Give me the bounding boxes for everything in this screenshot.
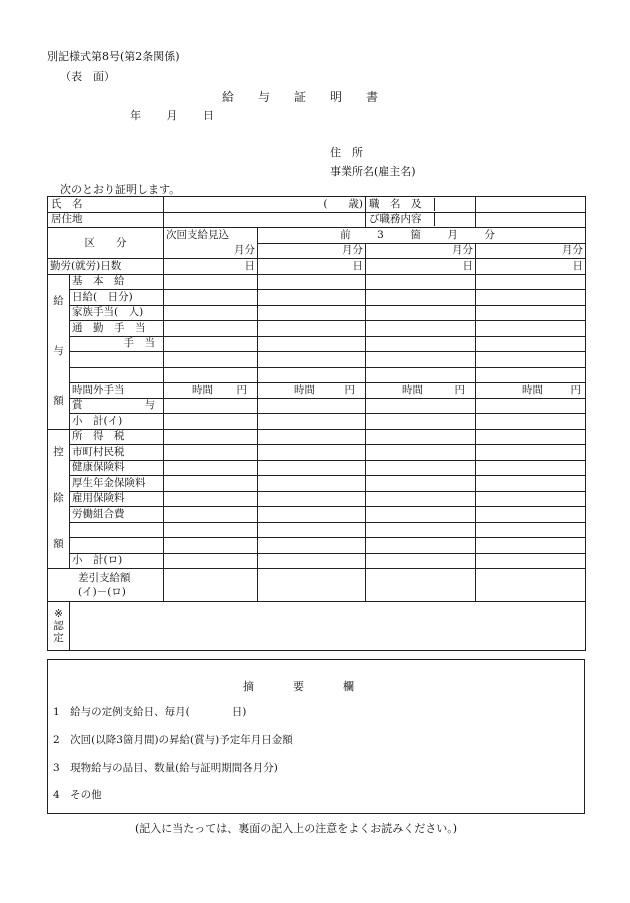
certification-field[interactable] — [70, 602, 586, 651]
note-item-2: 2 次回(以降3箇月間)の昇給(賞与)予定年月日金額 — [53, 734, 293, 746]
deduct-item-label: 雇用保険料 — [70, 491, 164, 507]
pay-item-label[interactable] — [70, 352, 164, 368]
amount-cell[interactable] — [476, 367, 586, 383]
pay-subtotal-row — [48, 414, 586, 430]
overtime-cell[interactable]: 時間 円 — [476, 383, 586, 399]
pay-row — [48, 305, 586, 321]
amount-cell[interactable] — [258, 522, 366, 538]
amount-cell[interactable] — [164, 290, 258, 306]
amount-cell[interactable] — [366, 414, 476, 430]
pay-row — [48, 274, 586, 290]
deduct-row — [48, 445, 586, 461]
residence-row — [48, 212, 586, 228]
amount-cell[interactable] — [164, 429, 258, 445]
deduct-row — [48, 460, 586, 476]
amount-cell[interactable] — [476, 445, 586, 461]
amount-cell[interactable] — [366, 274, 476, 290]
employer-label: 事業所名(雇主名) — [330, 165, 416, 178]
deduct-item-label[interactable] — [70, 522, 164, 538]
amount-cell[interactable] — [258, 336, 366, 352]
amount-cell[interactable] — [258, 553, 366, 569]
pay-row — [48, 290, 586, 306]
certification-label: ※ 認 定 — [48, 602, 70, 651]
amount-cell[interactable] — [366, 445, 476, 461]
amount-cell[interactable] — [164, 507, 258, 523]
overtime-row — [48, 383, 586, 399]
deduct-item-label: 所 得 税 — [70, 429, 164, 445]
pay-item-label: 手 当 — [70, 336, 164, 352]
net-pay-label: 差引支給額 (イ)－(ロ) — [48, 569, 164, 602]
note-item-3: 3 現物給与の品目、数量(給与証明期間各月分) — [53, 762, 278, 774]
amount-cell[interactable] — [258, 460, 366, 476]
pay-item-label: 時間外手当 — [70, 383, 164, 399]
amount-cell[interactable] — [476, 491, 586, 507]
side-label: （表 面） — [60, 70, 115, 83]
footer-note: (記入に当たっては、裏面の記入上の注意をよくお読みください。) — [135, 822, 458, 835]
amount-cell[interactable] — [258, 367, 366, 383]
deduct-item-label: 労働組合費 — [70, 507, 164, 523]
name-row — [48, 197, 586, 213]
amount-cell[interactable] — [164, 538, 258, 554]
amount-cell[interactable] — [258, 305, 366, 321]
name-label-cell: 氏 名 — [48, 197, 164, 213]
amount-cell[interactable] — [258, 398, 366, 414]
day-unit: 日 — [476, 259, 586, 275]
address-label: 住 所 — [330, 146, 363, 159]
note-item-4: 4 その他 — [53, 789, 102, 801]
amount-cell[interactable] — [164, 445, 258, 461]
amount-cell[interactable] — [476, 460, 586, 476]
pay-item-label: 家族手当( 人) — [70, 305, 164, 321]
job-label-2: び職務内容 — [366, 213, 435, 226]
amount-cell[interactable] — [476, 476, 586, 492]
overtime-cell[interactable]: 時間 円 — [366, 383, 476, 399]
category-header: 区 分 — [48, 228, 164, 259]
pay-subtotal-label: 小 計(イ) — [70, 414, 164, 430]
pay-group-label: 給 与 額 — [48, 274, 70, 429]
deduct-row — [48, 522, 586, 538]
year-label: 年 — [130, 109, 141, 122]
amount-cell[interactable] — [476, 305, 586, 321]
amount-cell[interactable] — [164, 476, 258, 492]
deduct-row — [48, 507, 586, 523]
amount-cell[interactable] — [164, 553, 258, 569]
pay-row — [48, 398, 586, 414]
notes-title: 摘 要 欄 — [243, 680, 368, 693]
day-label: 日 — [203, 109, 214, 122]
issue-date — [130, 107, 214, 123]
amount-cell[interactable] — [258, 476, 366, 492]
amount-cell[interactable] — [476, 274, 586, 290]
pay-row — [48, 352, 586, 368]
amount-cell[interactable] — [366, 352, 476, 368]
residence-field[interactable] — [164, 212, 366, 228]
amount-cell[interactable] — [164, 398, 258, 414]
day-unit: 日 — [164, 259, 258, 275]
net-pay-row — [48, 569, 586, 602]
amount-cell[interactable] — [476, 321, 586, 337]
amount-cell[interactable] — [164, 274, 258, 290]
certify-text: 次のとおり証明します。 — [60, 183, 181, 196]
prev3-header: 前 3 箇 月 分 — [258, 228, 586, 244]
amount-cell[interactable] — [476, 336, 586, 352]
amount-cell[interactable] — [258, 569, 366, 602]
workdays-row — [48, 259, 586, 275]
amount-cell[interactable] — [164, 460, 258, 476]
deduct-item-label: 厚生年金保険料 — [70, 476, 164, 492]
overtime-cell[interactable]: 時間 円 — [258, 383, 366, 399]
certification-row — [48, 602, 586, 651]
amount-cell[interactable] — [366, 569, 476, 602]
amount-cell[interactable] — [258, 290, 366, 306]
amount-cell[interactable] — [366, 507, 476, 523]
amount-cell[interactable] — [476, 414, 586, 430]
amount-cell[interactable] — [366, 429, 476, 445]
amount-cell[interactable] — [164, 367, 258, 383]
deduct-row — [48, 429, 586, 445]
age-label: ( 歳) — [323, 197, 364, 210]
month-unit: 月分 — [164, 243, 258, 259]
deduct-group-label: 控 除 額 — [48, 429, 70, 569]
amount-cell[interactable] — [258, 414, 366, 430]
amount-cell[interactable] — [366, 398, 476, 414]
amount-cell[interactable] — [258, 429, 366, 445]
day-unit: 日 — [366, 259, 476, 275]
month-unit: 月分 — [366, 243, 476, 259]
column-header-row-1 — [48, 228, 586, 244]
pay-item-label: 通 勤 手 当 — [70, 321, 164, 337]
amount-cell[interactable] — [258, 321, 366, 337]
amount-cell[interactable] — [164, 414, 258, 430]
amount-cell[interactable] — [164, 569, 258, 602]
month-unit: 月分 — [258, 243, 366, 259]
pay-item-label: 賞 与 — [70, 398, 164, 414]
amount-cell[interactable] — [164, 522, 258, 538]
overtime-cell[interactable]: 時間 円 — [164, 383, 258, 399]
workdays-label: 勤労(就労)日数 — [48, 259, 164, 275]
salary-form-table — [47, 196, 586, 651]
note-item-1: 1 給与の定例支給日、毎月( 日) — [53, 706, 247, 718]
amount-cell[interactable] — [366, 336, 476, 352]
amount-cell[interactable] — [258, 538, 366, 554]
amount-cell[interactable] — [164, 352, 258, 368]
amount-cell[interactable] — [258, 352, 366, 368]
amount-cell[interactable] — [258, 445, 366, 461]
month-label: 月 — [166, 109, 178, 122]
amount-cell[interactable] — [476, 569, 586, 602]
deduct-item-label: 健康保険料 — [70, 460, 164, 476]
amount-cell[interactable] — [366, 553, 476, 569]
amount-cell[interactable] — [476, 538, 586, 554]
deduct-subtotal-row — [48, 553, 586, 569]
amount-cell[interactable] — [164, 491, 258, 507]
amount-cell[interactable] — [366, 476, 476, 492]
deduct-row — [48, 538, 586, 554]
amount-cell[interactable] — [258, 274, 366, 290]
form-number: 別記様式第8号(第2条関係) — [47, 50, 180, 63]
job-field[interactable] — [476, 197, 586, 213]
deduct-item-label[interactable] — [70, 538, 164, 554]
deduct-item-label: 市町村民税 — [70, 445, 164, 461]
amount-cell[interactable] — [476, 352, 586, 368]
pay-row — [48, 336, 586, 352]
name-field[interactable] — [164, 197, 366, 213]
pay-item-label: 日給( 日分) — [70, 290, 164, 306]
pay-item-label: 基 本 給 — [70, 274, 164, 290]
amount-cell[interactable] — [476, 522, 586, 538]
amount-cell[interactable] — [476, 398, 586, 414]
amount-cell[interactable] — [366, 290, 476, 306]
amount-cell[interactable] — [476, 507, 586, 523]
amount-cell[interactable] — [366, 522, 476, 538]
day-unit: 日 — [258, 259, 366, 275]
pay-item-label[interactable] — [70, 367, 164, 383]
job-label: 職 名 及 — [366, 198, 435, 211]
pay-row — [48, 321, 586, 337]
amount-cell[interactable] — [366, 321, 476, 337]
job-label-cell — [366, 197, 476, 213]
job-field-2[interactable] — [476, 212, 586, 228]
amount-cell[interactable] — [366, 367, 476, 383]
page-title: 給 与 証 明 書 — [222, 90, 385, 104]
amount-cell[interactable] — [366, 305, 476, 321]
deduct-row — [48, 476, 586, 492]
amount-cell[interactable] — [366, 491, 476, 507]
pay-row — [48, 367, 586, 383]
next-header: 次回支給見込 — [164, 228, 258, 244]
amount-cell[interactable] — [164, 321, 258, 337]
amount-cell[interactable] — [476, 290, 586, 306]
amount-cell[interactable] — [164, 336, 258, 352]
amount-cell[interactable] — [366, 538, 476, 554]
residence-label: 居住地 — [48, 212, 164, 228]
amount-cell[interactable] — [164, 305, 258, 321]
amount-cell[interactable] — [258, 491, 366, 507]
month-unit: 月分 — [476, 243, 586, 259]
amount-cell[interactable] — [258, 507, 366, 523]
job-label-cell-2 — [366, 212, 476, 228]
deduct-row — [48, 491, 586, 507]
deduct-subtotal-label: 小 計(ロ) — [70, 553, 164, 569]
amount-cell[interactable] — [476, 429, 586, 445]
amount-cell[interactable] — [366, 460, 476, 476]
amount-cell[interactable] — [476, 553, 586, 569]
